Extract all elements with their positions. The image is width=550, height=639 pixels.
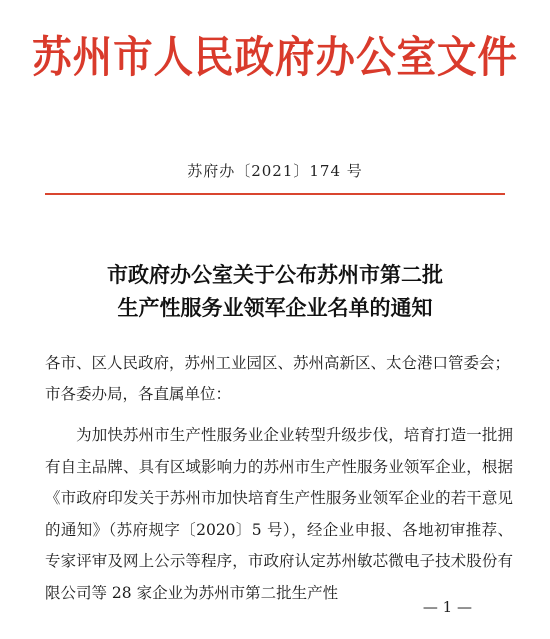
document-number: 苏府办〔2021〕174 号 bbox=[187, 162, 363, 180]
header-divider-rule bbox=[45, 193, 505, 195]
notice-title-line-1: 市政府办公室关于公布苏州市第二批 bbox=[107, 262, 443, 287]
body-paragraph bbox=[45, 420, 513, 609]
agency-header-title: 苏州市人民政府办公室文件 bbox=[32, 33, 518, 83]
page-number: — 1 — bbox=[422, 598, 472, 616]
notice-title bbox=[0, 258, 550, 324]
recipients-line: 各市、区人民政府，苏州工业园区、苏州高新区、太仓港口管委会；市各委办局，各直属单位： bbox=[45, 354, 511, 403]
body-paragraph-text: 为加快苏州市生产性服务业企业转型升级步伐，培育打造一批拥有自主品牌、具有区域影响力的苏州市生产性服务业领军企业，根据《市政府印发关于苏州市加快培育生产性服务业领军企业的若干意见的通知》（苏府规字〔2020〕5 号），经企业申报、各地初审推荐、专家评审及网上公示等程序，市政府认定苏州敏芯微电子技术股份有限公司等 28 家企业为苏州市第二批生产性 bbox=[45, 426, 513, 602]
notice-title-line-2: 生产性服务业领军企业名单的通知 bbox=[117, 295, 433, 320]
